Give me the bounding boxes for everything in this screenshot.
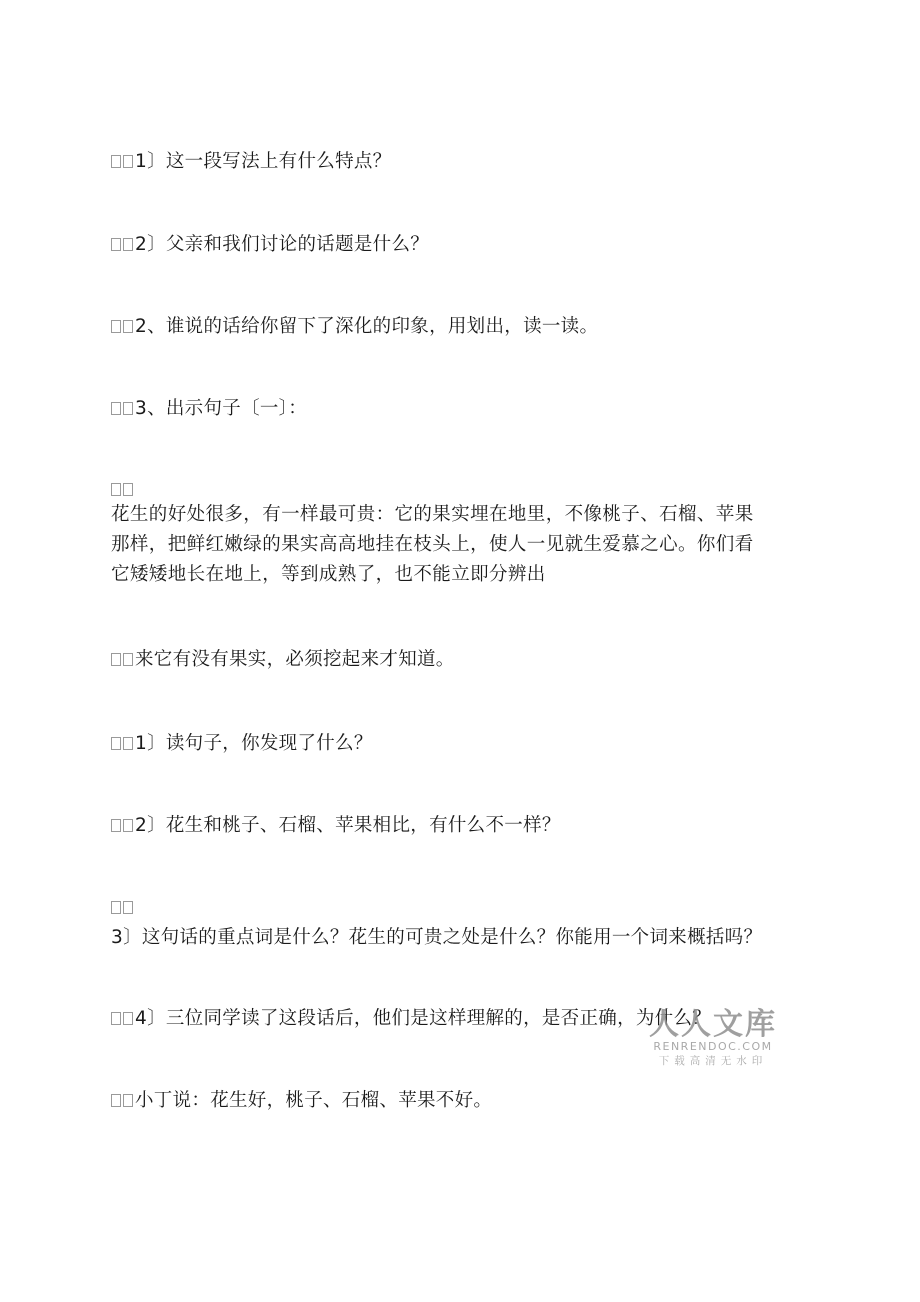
missing-glyph-row [111, 898, 135, 917]
missing-glyph-box [123, 155, 133, 168]
watermark-title: 人人文库 [649, 1007, 777, 1042]
paragraph-line: 它矮矮地长在地上，等到成熟了，也不能立即分辨出 [111, 564, 546, 585]
missing-glyph-box [111, 402, 121, 415]
missing-glyph-box [111, 653, 121, 666]
question-1-text: 1〕这一段写法上有什么特点？ [135, 151, 392, 172]
watermark-subtitle: 下载高清无水印 [658, 1055, 768, 1067]
missing-glyph-box [123, 483, 133, 496]
task-3-text: 3、出示句子〔一〕： [135, 398, 308, 419]
quoted-sentence-paragraph [111, 500, 811, 590]
missing-glyph-box [111, 238, 121, 251]
student-answer-text: 小丁说：花生好，桃子、石榴、苹果不好。 [135, 1090, 493, 1111]
sub-question-2-line [111, 815, 561, 837]
question-2-text: 2〕父亲和我们讨论的话题是什么？ [135, 234, 430, 255]
watermark [648, 1007, 778, 1068]
missing-glyph-box [123, 901, 133, 914]
task-3-line [111, 398, 307, 420]
missing-glyph-box [111, 1012, 121, 1025]
missing-glyph-box [123, 653, 133, 666]
missing-glyph-box [111, 155, 121, 168]
question-1-line [111, 151, 391, 173]
watermark-url: RENRENDOC.COM [653, 1040, 773, 1053]
sub-question-3-line [111, 927, 762, 949]
missing-glyph-box [111, 320, 121, 333]
sub-question-4-line [111, 1008, 711, 1030]
student-answer-line [111, 1090, 492, 1112]
task-2-text: 2、谁说的话给你留下了深化的印象，用划出，读一读。 [135, 316, 599, 337]
paragraph-continuation-line [111, 649, 455, 671]
missing-glyph-box [123, 238, 133, 251]
missing-glyph-box [123, 320, 133, 333]
sub-question-2-text: 2〕花生和桃子、石榴、苹果相比，有什么不一样？ [135, 815, 561, 836]
missing-glyph-box [111, 1094, 121, 1107]
paragraph-line: 那样，把鲜红嫩绿的果实高高地挂在枝头上，使人一见就生爱慕之心。你们看 [111, 534, 754, 555]
question-2-line [111, 234, 429, 256]
missing-glyph-box [123, 1094, 133, 1107]
missing-glyph-box [123, 1012, 133, 1025]
paragraph-line: 花生的好处很多，有一样最可贵：它的果实埋在地里，不像桃子、石榴、苹果 [111, 504, 754, 525]
missing-glyph-box [123, 402, 133, 415]
missing-glyph-box [111, 737, 121, 750]
sub-question-4-text: 4〕三位同学读了这段话后，他们是这样理解的，是否正确，为什么？ [135, 1008, 712, 1029]
missing-glyph-box [123, 819, 133, 832]
missing-glyph-box [111, 901, 121, 914]
sub-question-1-line [111, 733, 373, 755]
sub-question-3-text: 3〕这句话的重点词是什么？花生的可贵之处是什么？你能用一个词来概括吗？ [111, 927, 763, 948]
sub-question-1-text: 1〕读句子，你发现了什么？ [135, 733, 373, 754]
paragraph-continuation-text: 来它有没有果实，必须挖起来才知道。 [135, 649, 455, 670]
missing-glyph-box [111, 483, 121, 496]
task-2-line [111, 316, 598, 338]
missing-glyph-row [111, 480, 135, 499]
missing-glyph-box [111, 819, 121, 832]
missing-glyph-box [123, 737, 133, 750]
